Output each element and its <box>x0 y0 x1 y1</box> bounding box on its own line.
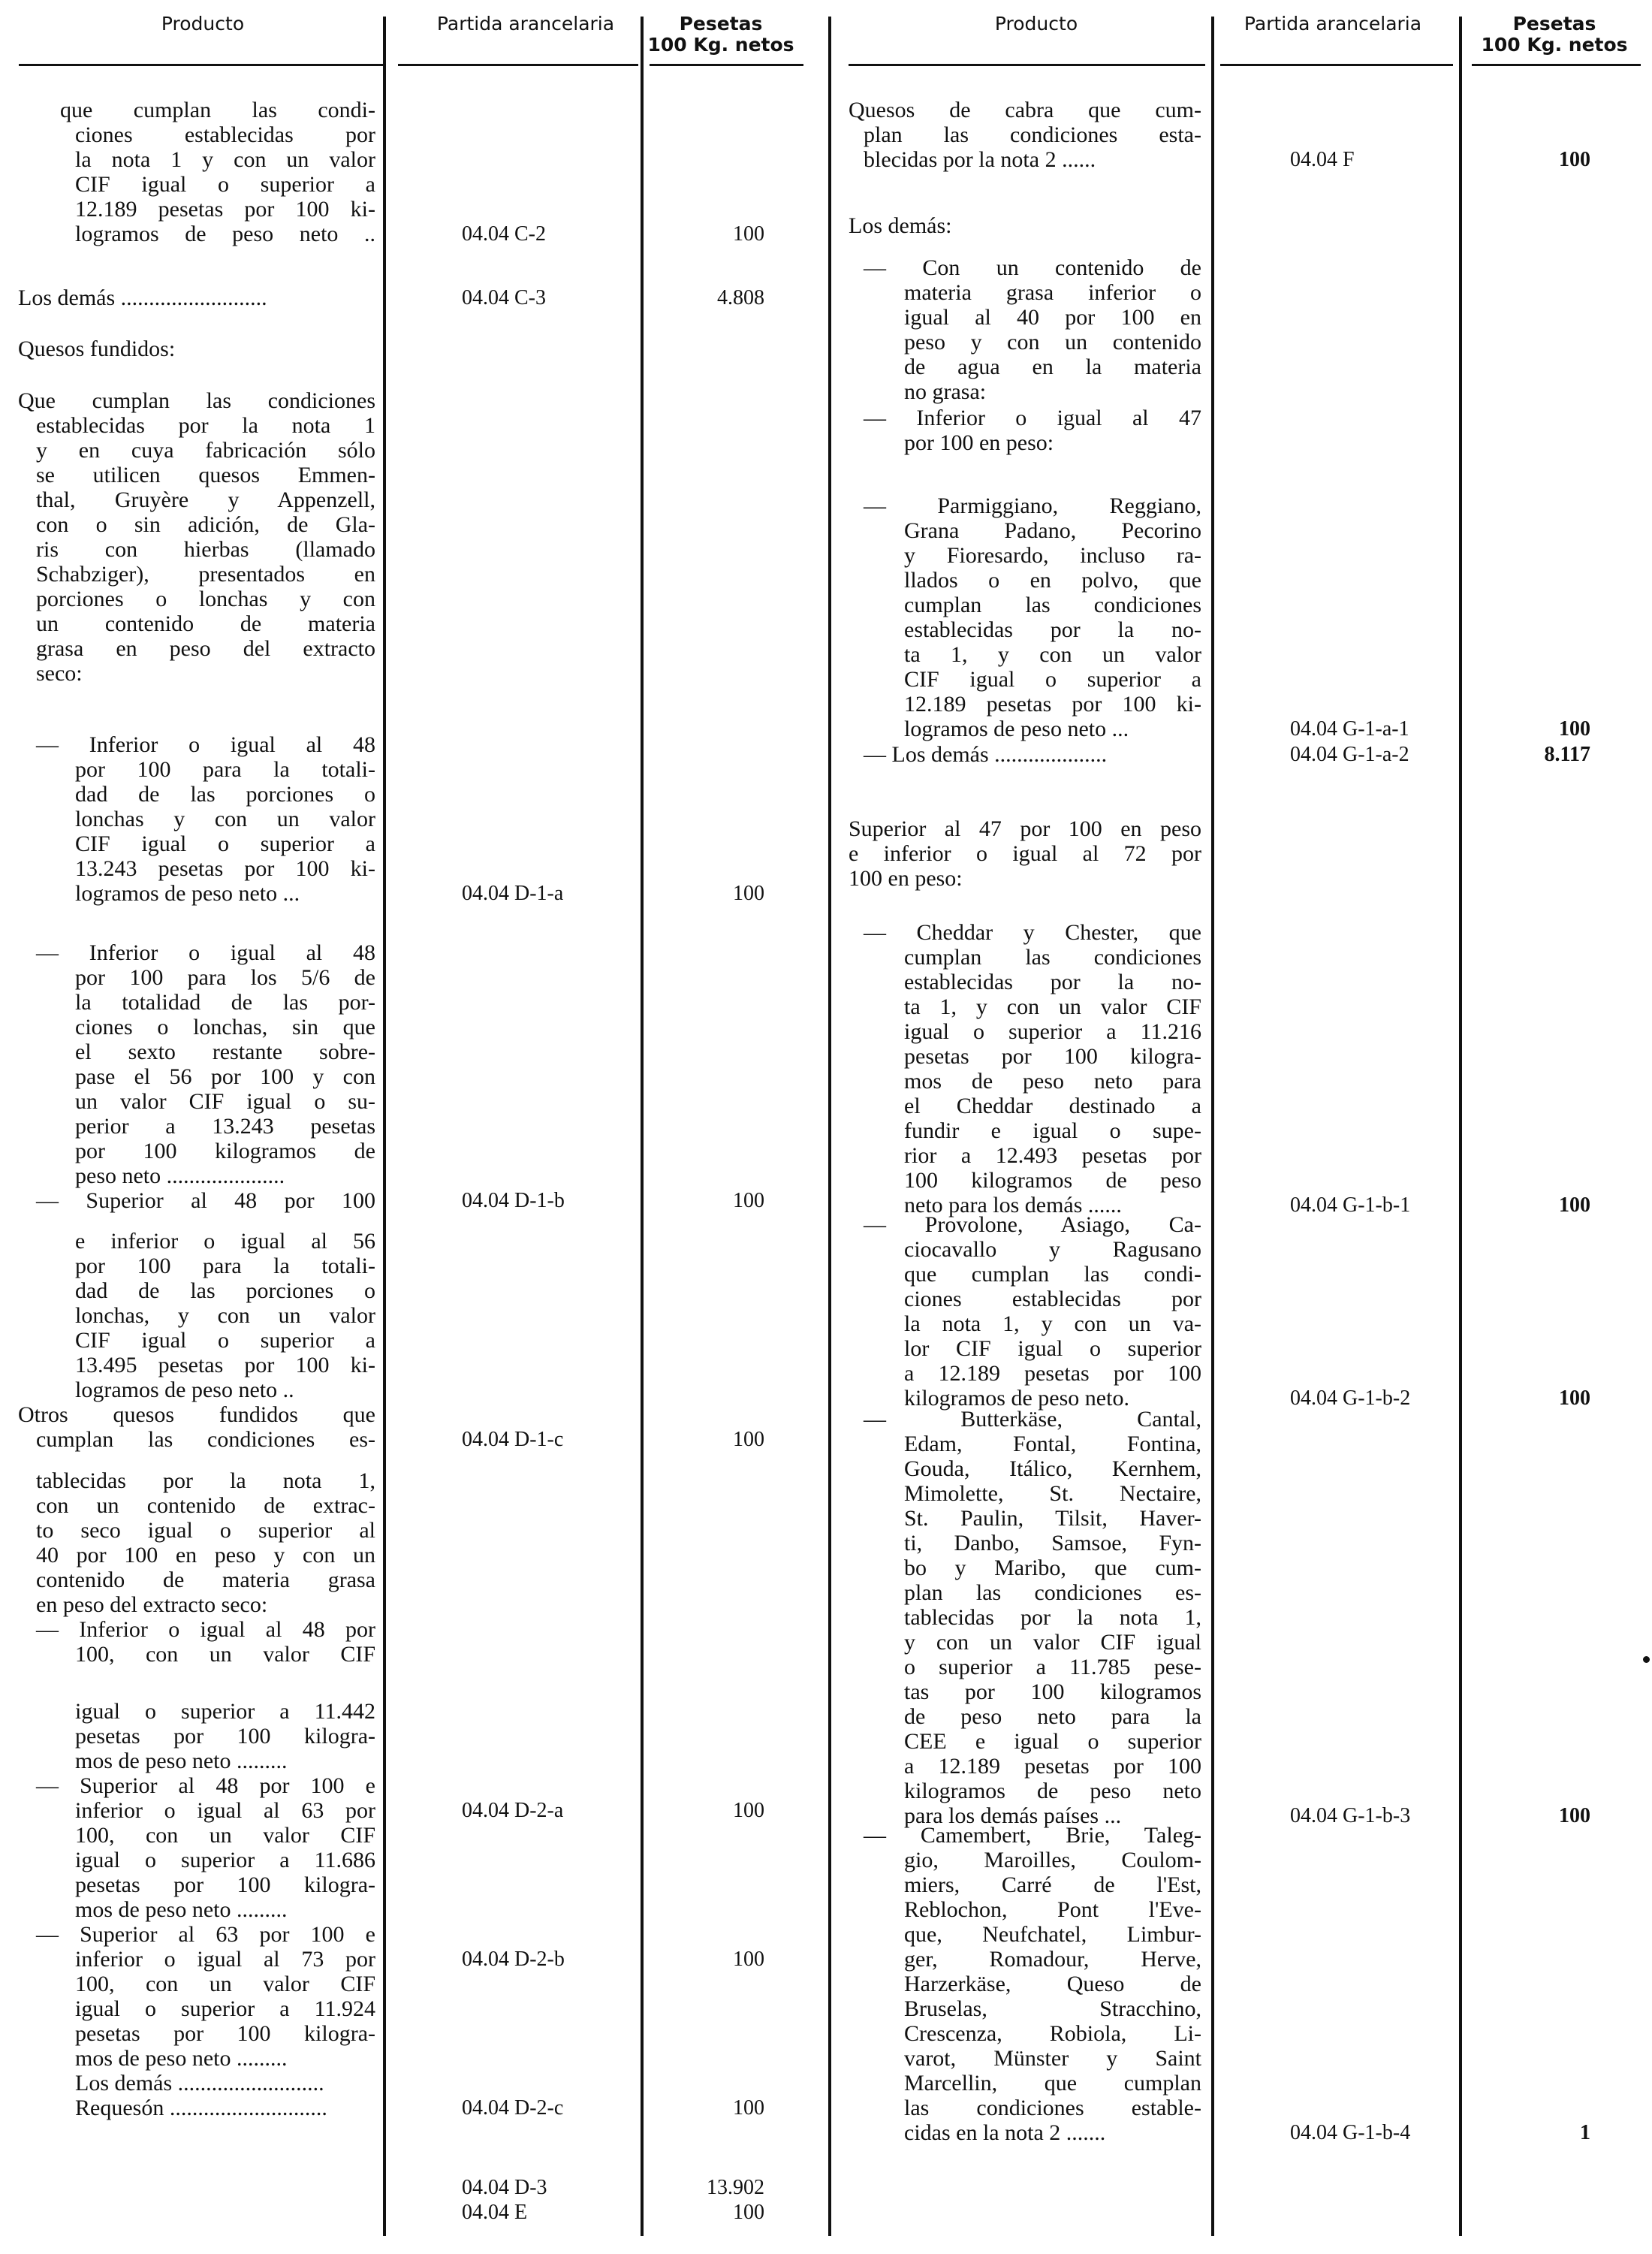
right-product-line: — Butterkäse, Cantal, <box>864 1407 1201 1432</box>
left-product-line: 13.495 pesetas por 100 ki- <box>75 1353 375 1377</box>
right-product-line: y con un valor CIF igual <box>904 1630 1201 1655</box>
right-product-line: Mimolette, St. Nectaire, <box>904 1481 1201 1506</box>
right-product-line: CIF igual o superior a <box>904 667 1201 692</box>
left-product-line: pase el 56 por 100 y con <box>75 1064 375 1089</box>
right-tariff-code: 04.04 G-1-a-2 <box>1290 743 1409 766</box>
right-product-line: que cumplan las condi- <box>904 1262 1201 1287</box>
right-product-line: rior a 12.493 pesetas por <box>904 1143 1201 1168</box>
left-product-line: ris con hierbas (llamado <box>36 537 375 562</box>
right-product-line: y Fioresardo, incluso ra- <box>904 543 1201 568</box>
right-product-line: — Provolone, Asiago, Ca- <box>864 1212 1201 1237</box>
right-product-line: ciocavallo y Ragusano <box>904 1237 1201 1262</box>
left-product-line: 12.189 pesetas por 100 ki- <box>75 197 375 222</box>
right-product-line: Reblochon, Pont l'Eve- <box>904 1897 1201 1922</box>
right-tariff-code: 04.04 F <box>1290 148 1355 171</box>
left-product-line: con un contenido de extrac- <box>36 1493 375 1518</box>
right-product-line: cumplan las condiciones <box>904 593 1201 617</box>
left-product-line: logramos de peso neto ... <box>75 881 300 906</box>
left-product-line: thal, Gruyère y Appenzell, <box>36 487 375 512</box>
left-product-line: en peso del extracto seco: <box>36 1592 268 1617</box>
left-product-line: to seco igual o superior al <box>36 1518 375 1543</box>
margin-mark <box>1643 1656 1650 1663</box>
right-product-line: e inferior o igual al 72 por <box>849 841 1201 866</box>
right-pesetas-value: 8.117 <box>1544 743 1590 766</box>
left-pesetas-value: 100 <box>733 882 764 905</box>
right-product-line: — Inferior o igual al 47 <box>864 406 1201 430</box>
left-product-line: establecidas por la nota 1 <box>36 413 375 438</box>
left-product-line: la nota 1 y con un valor <box>75 147 375 172</box>
right-tariff-code: 04.04 G-1-b-2 <box>1290 1386 1411 1410</box>
column-divider-5 <box>1459 17 1462 2236</box>
column-divider-2 <box>641 17 644 2236</box>
right-product-line: no grasa: <box>904 379 987 404</box>
right-product-line: Harzerkäse, Queso de <box>904 1972 1201 1996</box>
left-tariff-code: 04.04 D-1-a <box>462 882 564 905</box>
header-pesetas-left: Pesetas 100 Kg. netos <box>647 13 794 56</box>
left-product-line: grasa en peso del extracto <box>36 636 375 661</box>
header-rule-2 <box>398 64 638 66</box>
left-product-line: con o sin adición, de Gla- <box>36 512 375 537</box>
header-rule-5 <box>1220 64 1453 66</box>
left-product-line: 100, con un valor CIF <box>75 1972 375 1996</box>
left-tariff-code: 04.04 D-2-a <box>462 1799 564 1822</box>
right-tariff-code: 04.04 G-1-b-1 <box>1290 1193 1411 1217</box>
left-product-line: cumplan las condiciones es- <box>36 1427 375 1452</box>
left-product-line: Quesos fundidos: <box>18 336 176 361</box>
left-product-line: por 100 para los 5/6 de <box>75 965 375 990</box>
right-product-line: 12.189 pesetas por 100 ki- <box>904 692 1201 717</box>
right-product-line: mos de peso neto para <box>904 1069 1201 1094</box>
right-product-line: — Los demás .................... <box>864 742 1108 767</box>
left-product-line: — Inferior o igual al 48 <box>36 732 375 757</box>
left-pesetas-value: 4.808 <box>717 286 764 309</box>
left-product-line: logramos de peso neto .. <box>75 1377 294 1402</box>
left-product-line: Los demás .......................... <box>75 2071 324 2096</box>
right-product-line: peso y con un contenido <box>904 330 1201 355</box>
left-product-line: e inferior o igual al 56 <box>75 1229 375 1254</box>
left-product-line: peso neto ..................... <box>75 1163 285 1188</box>
left-product-line: Que cumplan las condiciones <box>18 388 375 413</box>
right-pesetas-value: 100 <box>1559 1804 1590 1827</box>
right-product-line: o superior a 11.785 pese- <box>904 1655 1201 1679</box>
right-pesetas-value: 100 <box>1559 1386 1590 1410</box>
right-pesetas-value: 100 <box>1559 717 1590 741</box>
left-product-line: pesetas por 100 kilogra- <box>75 2021 375 2046</box>
right-product-line: a 12.189 pesetas por 100 <box>904 1361 1201 1386</box>
right-pesetas-value: 100 <box>1559 148 1590 171</box>
left-product-line: inferior o igual al 63 por <box>75 1798 375 1823</box>
right-product-line: varot, Münster y Saint <box>904 2046 1201 2071</box>
right-product-line: ta 1, y con un valor <box>904 642 1201 667</box>
left-product-line: dad de las porciones o <box>75 782 375 807</box>
right-product-line: de peso neto para la <box>904 1704 1201 1729</box>
right-product-line: llados o en polvo, que <box>904 568 1201 593</box>
left-pesetas-value: 100 <box>733 222 764 246</box>
header-pesetas-right: Pesetas 100 Kg. netos <box>1481 13 1628 56</box>
right-product-line: miers, Carré de l'Est, <box>904 1872 1201 1897</box>
left-tariff-code: 04.04 D-3 <box>462 2176 547 2199</box>
header-producto-left: Producto <box>161 13 245 35</box>
right-product-line: cumplan las condiciones <box>904 945 1201 970</box>
right-tariff-code: 04.04 G-1-b-3 <box>1290 1804 1411 1827</box>
left-product-line: se utilicen quesos Emmen- <box>36 463 375 487</box>
left-product-line: tablecidas por la nota 1, <box>36 1468 375 1493</box>
right-product-line: ger, Romadour, Herve, <box>904 1947 1201 1972</box>
left-product-line: Otros quesos fundidos que <box>18 1402 375 1427</box>
right-product-line: igual o superior a 11.216 <box>904 1019 1201 1044</box>
left-tariff-code: 04.04 C-2 <box>462 222 546 246</box>
left-product-line: 100, con un valor CIF <box>75 1642 375 1667</box>
right-product-line: plan las condiciones esta- <box>864 122 1201 147</box>
right-product-line: gio, Maroilles, Coulom- <box>904 1848 1201 1872</box>
left-product-line: igual o superior a 11.442 <box>75 1699 375 1724</box>
right-product-line: Los demás: <box>849 213 952 238</box>
right-product-line: ti, Danbo, Samsoe, Fyn- <box>904 1531 1201 1555</box>
left-product-line: mos de peso neto ......... <box>75 1897 288 1922</box>
header-rule-6 <box>1472 64 1641 66</box>
left-product-line: — Inferior o igual al 48 <box>36 940 375 965</box>
header-producto-right: Producto <box>994 13 1078 35</box>
right-product-line: St. Paulin, Tilsit, Haver- <box>904 1506 1201 1531</box>
right-product-line: a 12.189 pesetas por 100 <box>904 1754 1201 1779</box>
right-product-line: las condiciones estable- <box>904 2096 1201 2120</box>
left-pesetas-value: 100 <box>733 1948 764 1971</box>
column-divider-1 <box>383 17 386 2236</box>
right-product-line: — Parmiggiano, Reggiano, <box>864 493 1201 518</box>
right-product-line: CEE e igual o superior <box>904 1729 1201 1754</box>
left-tariff-code: 04.04 D-1-b <box>462 1189 565 1212</box>
right-tariff-code: 04.04 G-1-a-1 <box>1290 717 1409 741</box>
right-product-line: igual al 40 por 100 en <box>904 305 1201 330</box>
column-divider-3 <box>828 17 831 2236</box>
right-product-line: bo y Maribo, que cum- <box>904 1555 1201 1580</box>
left-product-line: 13.243 pesetas por 100 ki- <box>75 856 375 881</box>
right-product-line: Bruselas, Stracchino, <box>904 1996 1201 2021</box>
left-product-line: igual o superior a 11.924 <box>75 1996 375 2021</box>
left-product-line: mos de peso neto ......... <box>75 1749 288 1773</box>
right-product-line: ciones establecidas por <box>904 1287 1201 1311</box>
right-product-line: logramos de peso neto ... <box>904 717 1129 741</box>
left-product-line: — Inferior o igual al 48 por <box>36 1617 375 1642</box>
left-product-line: Schabziger), presentados en <box>36 562 375 587</box>
left-pesetas-value: 100 <box>733 2096 764 2120</box>
column-divider-4 <box>1211 17 1214 2236</box>
right-product-line: Edam, Fontal, Fontina, <box>904 1432 1201 1456</box>
left-pesetas-value: 100 <box>733 1428 764 1451</box>
left-product-line: Los demás .......................... <box>18 285 267 310</box>
left-product-line: un contenido de materia <box>36 611 375 636</box>
left-pesetas-value: 13.902 <box>707 2176 764 2199</box>
left-product-line: igual o superior a 11.686 <box>75 1848 375 1872</box>
right-product-line: tas por 100 kilogramos <box>904 1679 1201 1704</box>
right-pesetas-value: 1 <box>1580 2121 1590 2144</box>
right-product-line: Superior al 47 por 100 en peso <box>849 816 1201 841</box>
left-product-line: ciones o lonchas, sin que <box>75 1015 375 1039</box>
left-product-line: CIF igual o superior a <box>75 831 375 856</box>
right-product-line: cidas en la nota 2 ....... <box>904 2120 1106 2145</box>
right-product-line: tablecidas por la nota 1, <box>904 1605 1201 1630</box>
right-product-line: Gouda, Itálico, Kernhem, <box>904 1456 1201 1481</box>
left-product-line: Requesón ............................ <box>75 2096 327 2120</box>
right-product-line: 100 kilogramos de peso <box>904 1168 1201 1193</box>
left-tariff-code: 04.04 D-2-b <box>462 1948 565 1971</box>
right-product-line: Grana Padano, Pecorino <box>904 518 1201 543</box>
right-product-line: kilogramos de peso neto. <box>904 1386 1129 1411</box>
left-pesetas-value: 100 <box>733 2201 764 2224</box>
right-product-line: establecidas por la no- <box>904 970 1201 994</box>
left-product-line: — Superior al 48 por 100 e <box>36 1773 375 1798</box>
left-product-line: la totalidad de las por- <box>75 990 375 1015</box>
right-product-line: establecidas por la no- <box>904 617 1201 642</box>
right-product-line: fundir e igual o supe- <box>904 1118 1201 1143</box>
right-product-line: — Camembert, Brie, Taleg- <box>864 1823 1201 1848</box>
left-product-line: por 100 kilogramos de <box>75 1139 375 1163</box>
left-pesetas-value: 100 <box>733 1189 764 1212</box>
right-pesetas-value: 100 <box>1559 1193 1590 1217</box>
right-product-line: plan las condiciones es- <box>904 1580 1201 1605</box>
right-product-line: — Con un contenido de <box>864 255 1201 280</box>
right-tariff-code: 04.04 G-1-b-4 <box>1290 2121 1411 2144</box>
header-partida-right: Partida arancelaria <box>1244 13 1422 35</box>
left-product-line: — Superior al 63 por 100 e <box>36 1922 375 1947</box>
right-product-line: 100 en peso: <box>849 866 963 891</box>
header-partida-left: Partida arancelaria <box>436 13 615 35</box>
left-product-line: 100, con un valor CIF <box>75 1823 375 1848</box>
right-product-line: — Cheddar y Chester, que <box>864 920 1201 945</box>
left-product-line: que cumplan las condi- <box>60 98 375 122</box>
left-product-line: lonchas, y con un valor <box>75 1303 375 1328</box>
right-product-line: el Cheddar destinado a <box>904 1094 1201 1118</box>
left-product-line: el sexto restante sobre- <box>75 1039 375 1064</box>
right-product-line: para los demás países ... <box>904 1803 1122 1828</box>
right-product-line: la nota 1, y con un va- <box>904 1311 1201 1336</box>
left-product-line: CIF igual o superior a <box>75 172 375 197</box>
left-product-line: 40 por 100 en peso y con un <box>36 1543 375 1568</box>
left-product-line: logramos de peso neto .. <box>75 222 375 246</box>
left-product-line: pesetas por 100 kilogra- <box>75 1872 375 1897</box>
left-pesetas-value: 100 <box>733 1799 764 1822</box>
left-product-line: por 100 para la totali- <box>75 1254 375 1278</box>
right-product-line: Quesos de cabra que cum- <box>849 98 1201 122</box>
left-product-line: mos de peso neto ......... <box>75 2046 288 2071</box>
left-product-line: perior a 13.243 pesetas <box>75 1114 375 1139</box>
header-rule-4 <box>849 64 1205 66</box>
right-product-line: ta 1, y con un valor CIF <box>904 994 1201 1019</box>
right-product-line: Marcellin, que cumplan <box>904 2071 1201 2096</box>
left-tariff-code: 04.04 C-3 <box>462 286 546 309</box>
right-product-line: por 100 en peso: <box>904 430 1054 455</box>
left-tariff-code: 04.04 D-2-c <box>462 2096 564 2120</box>
header-rule-3 <box>650 64 803 66</box>
right-product-line: pesetas por 100 kilogra- <box>904 1044 1201 1069</box>
right-product-line: blecidas por la nota 2 ...... <box>864 147 1096 172</box>
left-product-line: un valor CIF igual o su- <box>75 1089 375 1114</box>
left-product-line: ciones establecidas por <box>75 122 375 147</box>
left-product-line: por 100 para la totali- <box>75 757 375 782</box>
left-product-line: — Superior al 48 por 100 <box>36 1188 375 1213</box>
left-tariff-code: 04.04 D-1-c <box>462 1428 564 1451</box>
right-product-line: de agua en la materia <box>904 355 1201 379</box>
left-product-line: contenido de materia grasa <box>36 1568 375 1592</box>
left-tariff-code: 04.04 E <box>462 2201 528 2224</box>
left-product-line: seco: <box>36 661 83 686</box>
left-product-line: inferior o igual al 73 por <box>75 1947 375 1972</box>
right-product-line: kilogramos de peso neto <box>904 1779 1201 1803</box>
left-product-line: y en cuya fabricación sólo <box>36 438 375 463</box>
header-rule-1 <box>19 64 383 66</box>
right-product-line: materia grasa inferior o <box>904 280 1201 305</box>
left-product-line: dad de las porciones o <box>75 1278 375 1303</box>
right-product-line: que, Neufchatel, Limbur- <box>904 1922 1201 1947</box>
left-product-line: CIF igual o superior a <box>75 1328 375 1353</box>
right-product-line: lor CIF igual o superior <box>904 1336 1201 1361</box>
left-product-line: porciones o lonchas y con <box>36 587 375 611</box>
right-product-line: neto para los demás ...... <box>904 1193 1122 1218</box>
right-product-line: Crescenza, Robiola, Li- <box>904 2021 1201 2046</box>
left-product-line: lonchas y con un valor <box>75 807 375 831</box>
left-product-line: pesetas por 100 kilogra- <box>75 1724 375 1749</box>
